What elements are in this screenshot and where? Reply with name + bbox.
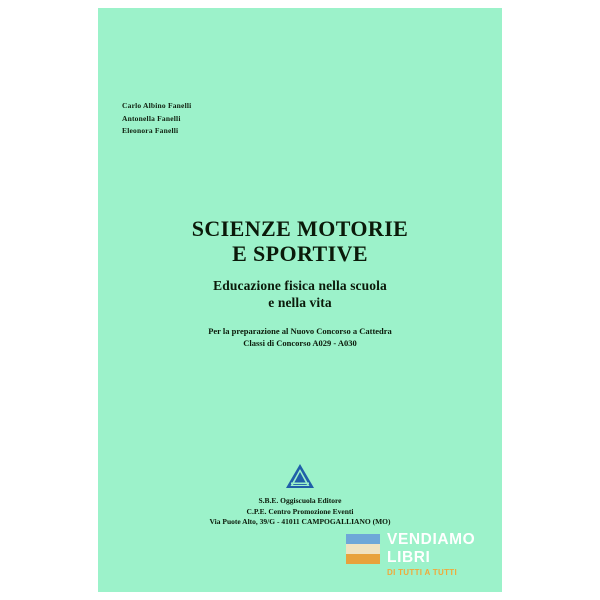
book-subtitle-line-1: Educazione fisica nella scuola — [213, 278, 387, 293]
author-name: Carlo Albino Fanelli — [122, 101, 192, 110]
exam-preparation-line-2: Classi di Concorso A029 - A030 — [243, 338, 357, 348]
publisher-line-3: Via Puote Alto, 39/G - 41011 CAMPOGALLIANO (MO) — [209, 517, 391, 526]
book-title-line-1: SCIENZE MOTORIE — [191, 216, 409, 241]
publisher-line-2: C.P.E. Centro Promozione Eventi — [246, 506, 354, 516]
book-subtitle-line-2: e nella vita — [268, 295, 332, 310]
watermark-logo — [346, 532, 492, 578]
author-name: Eleonora Fanelli — [122, 126, 179, 135]
watermark-bar-orange — [346, 554, 380, 564]
author-name: Antonella Fanelli — [122, 113, 181, 123]
triangle-publisher-logo-icon — [285, 463, 315, 489]
exam-preparation-line-1: Per la preparazione al Nuovo Concorso a Cattedra — [208, 326, 392, 336]
book-title-line-2: E SPORTIVE — [232, 241, 368, 266]
book-subtitle — [98, 277, 502, 311]
exam-preparation-note — [98, 325, 502, 349]
watermark-bar-cream — [346, 544, 380, 554]
watermark-line-3: DI TUTTI A TUTTI — [387, 568, 457, 577]
publisher-info — [98, 496, 502, 528]
watermark-text — [387, 532, 475, 577]
author-list — [122, 100, 362, 138]
book-title — [98, 216, 502, 266]
watermark-line-2: LIBRI — [387, 548, 431, 566]
watermark-bar-blue — [346, 534, 380, 544]
book-cover — [98, 8, 502, 592]
title-block — [98, 216, 502, 349]
watermark-color-bars — [346, 534, 380, 564]
watermark-line-1: VENDIAMO — [387, 531, 476, 548]
publisher-line-1: S.B.E. Oggiscuola Editore — [258, 496, 342, 505]
